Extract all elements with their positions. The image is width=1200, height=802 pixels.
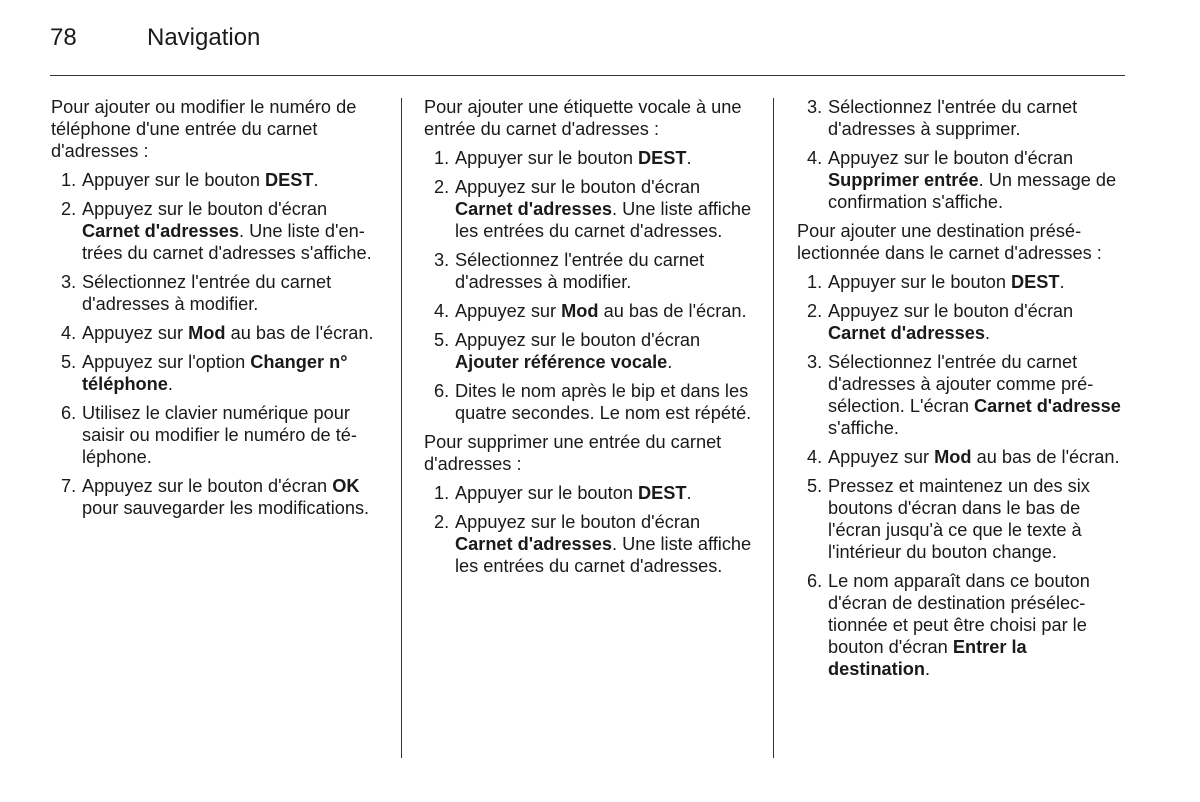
list-item bbox=[797, 147, 1129, 213]
step-text: Appuyez sur le bouton d'écran bbox=[455, 330, 701, 350]
step-number: 6. bbox=[807, 571, 823, 591]
emphasized-term: Carnet d'adresses bbox=[82, 221, 239, 241]
step-text: Appuyez sur le bouton d'écran bbox=[828, 148, 1074, 168]
step-text: Appuyez sur le bouton d'écran bbox=[828, 301, 1074, 321]
step-text: . bbox=[686, 483, 692, 503]
emphasized-term: Entrer la destination bbox=[828, 637, 1027, 679]
emphasized-term: DEST bbox=[638, 148, 687, 168]
emphasized-term: Ajouter référence vocale bbox=[455, 352, 668, 372]
col2-intro-voice-tag: Pour ajouter une étiquette vocale à une entrée du carnet d'adresses : bbox=[424, 97, 742, 139]
step-text: Pressez et maintenez un des six boutons d'écran dans le bas de l'écran jusqu'à ce que le texte à l'intérieur du bouton change. bbox=[828, 476, 1090, 562]
step-text: Appuyer sur le bouton bbox=[828, 272, 1012, 292]
emphasized-term: Mod bbox=[188, 323, 226, 343]
col3-intro-preset: Pour ajouter une destination présélectionnée dans le carnet d'adresses : bbox=[797, 221, 1102, 263]
step-text: Appuyez sur le bouton d'écran bbox=[455, 177, 701, 197]
list-item bbox=[797, 475, 1129, 563]
step-number: 1. bbox=[434, 148, 450, 168]
step-number: 4. bbox=[807, 148, 823, 168]
step-text: au bas de l'écran. bbox=[598, 301, 747, 321]
list-item bbox=[51, 402, 383, 468]
list-item bbox=[424, 249, 756, 293]
page-title: Navigation bbox=[147, 24, 261, 51]
step-text: Sélectionnez l'entrée du carnet d'adresses à ajouter comme présélection. L'écran bbox=[828, 352, 1094, 416]
step-text: . bbox=[167, 374, 173, 394]
step-number: 1. bbox=[61, 170, 77, 190]
step-number: 6. bbox=[61, 403, 77, 423]
list-item bbox=[797, 446, 1129, 468]
list-item bbox=[424, 511, 756, 577]
emphasized-term: Carnet d'adresses bbox=[455, 199, 612, 219]
column-1 bbox=[51, 96, 383, 526]
emphasized-term: DEST bbox=[638, 483, 687, 503]
header-divider bbox=[50, 75, 1125, 76]
step-number: 2. bbox=[434, 512, 450, 532]
step-number: 4. bbox=[61, 323, 77, 343]
list-item bbox=[51, 169, 383, 191]
step-text: . Un message de confirmation s'affiche. bbox=[828, 170, 1117, 212]
step-text: . bbox=[984, 323, 991, 343]
list-item bbox=[51, 351, 383, 395]
list-item bbox=[424, 300, 756, 322]
step-text: Appuyez sur l'option bbox=[82, 352, 251, 372]
step-number: 2. bbox=[61, 199, 77, 219]
step-number: 2. bbox=[434, 177, 450, 197]
step-text: Appuyer sur le bouton bbox=[455, 148, 639, 168]
emphasized-term: Mod bbox=[934, 447, 972, 467]
column-divider-1 bbox=[401, 98, 402, 758]
step-text: . bbox=[686, 148, 692, 168]
col2-intro-delete: Pour supprimer une entrée du carnet d'adresses : bbox=[424, 432, 722, 474]
step-number: 2. bbox=[807, 301, 823, 321]
list-item bbox=[797, 300, 1129, 344]
step-number: 4. bbox=[434, 301, 450, 321]
emphasized-term: Changer n° téléphone bbox=[82, 352, 348, 394]
page-number: 78 bbox=[50, 24, 77, 51]
emphasized-term: Carnet d'adresses bbox=[455, 534, 612, 554]
list-item bbox=[424, 329, 756, 373]
emphasized-term: DEST bbox=[1011, 272, 1060, 292]
list-item bbox=[797, 271, 1129, 293]
step-text: Appuyez sur le bouton d'écran bbox=[455, 512, 701, 532]
step-text: Dites le nom après le bip et dans les quatre secondes. Le nom est répété. bbox=[455, 381, 752, 423]
step-text: . bbox=[313, 170, 319, 190]
step-text: Sélectionnez l'entrée du carnet d'adresses à modifier. bbox=[82, 272, 332, 314]
col3-steps-preset bbox=[797, 271, 1129, 680]
step-number: 3. bbox=[61, 272, 77, 292]
step-number: 1. bbox=[434, 483, 450, 503]
step-text: Appuyer sur le bouton bbox=[82, 170, 266, 190]
step-text: . Une liste affiche les entrées du carnet d'adresses. bbox=[455, 199, 752, 241]
emphasized-term: Carnet d'adresse bbox=[974, 396, 1121, 416]
step-text: Appuyer sur le bouton bbox=[455, 483, 639, 503]
step-text: Appuyez sur bbox=[455, 301, 562, 321]
list-item bbox=[797, 96, 1129, 140]
list-item bbox=[424, 176, 756, 242]
col2-steps-voice-tag bbox=[424, 147, 756, 424]
step-text: Le nom apparaît dans ce bouton d'écran de destination présélectionnée et peut être choisi par le bouton d'écran bbox=[828, 571, 1090, 657]
list-item bbox=[797, 351, 1129, 439]
step-text: au bas de l'écran. bbox=[225, 323, 374, 343]
emphasized-term: Supprimer entrée bbox=[828, 170, 979, 190]
step-number: 3. bbox=[434, 250, 450, 270]
emphasized-term: Carnet d'adresses bbox=[828, 323, 985, 343]
list-item bbox=[424, 380, 756, 424]
step-number: 5. bbox=[61, 352, 77, 372]
list-item bbox=[424, 482, 756, 504]
col2-steps-delete bbox=[424, 482, 756, 577]
step-text: Appuyez sur bbox=[82, 323, 189, 343]
list-item bbox=[51, 475, 383, 519]
step-text: . Une liste d'entrées du carnet d'adresses s'affiche. bbox=[82, 221, 372, 263]
list-item bbox=[797, 570, 1129, 680]
list-item bbox=[51, 198, 383, 264]
step-number: 7. bbox=[61, 476, 77, 496]
col1-intro: Pour ajouter ou modifier le numéro de téléphone d'une entrée du carnet d'adresses : bbox=[51, 97, 357, 161]
step-text: au bas de l'écran. bbox=[971, 447, 1120, 467]
emphasized-term: OK bbox=[332, 476, 360, 496]
emphasized-term: DEST bbox=[265, 170, 314, 190]
list-item bbox=[51, 322, 383, 344]
step-text: Utilisez le clavier numérique pour saisir ou modifier le numéro de téléphone. bbox=[82, 403, 357, 467]
column-2 bbox=[424, 96, 756, 584]
step-text: . bbox=[925, 659, 931, 679]
step-text: Appuyez sur le bouton d'écran bbox=[82, 476, 333, 496]
column-divider-2 bbox=[773, 98, 774, 758]
list-item bbox=[424, 147, 756, 169]
step-number: 5. bbox=[807, 476, 823, 496]
step-text: . bbox=[1059, 272, 1065, 292]
step-text: Appuyez sur le bouton d'écran bbox=[82, 199, 328, 219]
list-item bbox=[51, 271, 383, 315]
step-text: pour sauvegarder les modifications. bbox=[82, 498, 370, 518]
step-number: 3. bbox=[807, 352, 823, 372]
step-number: 3. bbox=[807, 97, 823, 117]
col3-steps-delete-continued bbox=[797, 96, 1129, 213]
step-number: 1. bbox=[807, 272, 823, 292]
col1-steps bbox=[51, 169, 383, 519]
step-number: 4. bbox=[807, 447, 823, 467]
step-text: s'affiche. bbox=[828, 418, 899, 438]
step-number: 6. bbox=[434, 381, 450, 401]
step-text: Sélectionnez l'entrée du carnet d'adresses à modifier. bbox=[455, 250, 705, 292]
column-3 bbox=[797, 96, 1129, 687]
step-text: Sélectionnez l'entrée du carnet d'adresses à supprimer. bbox=[828, 97, 1078, 139]
step-text: Appuyez sur bbox=[828, 447, 935, 467]
step-text: . Une liste affiche les entrées du carnet d'adresses. bbox=[455, 534, 752, 576]
step-text: . bbox=[667, 352, 673, 372]
step-number: 5. bbox=[434, 330, 450, 350]
emphasized-term: Mod bbox=[561, 301, 599, 321]
